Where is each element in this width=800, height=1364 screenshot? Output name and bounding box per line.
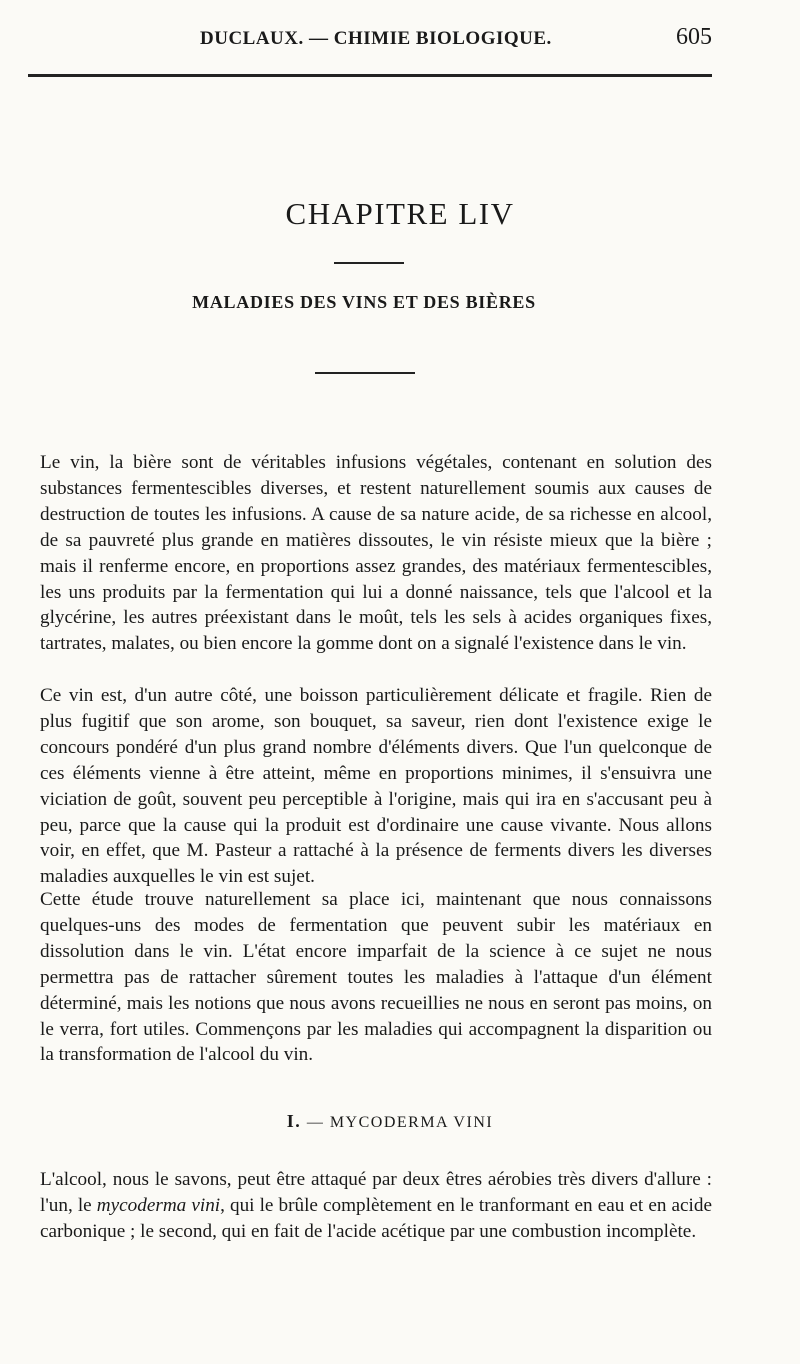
running-title: DUCLAUX. — CHIMIE BIOLOGIQUE. xyxy=(200,28,552,49)
chapter-rule xyxy=(334,262,404,264)
section-heading xyxy=(0,1111,780,1132)
paragraph-text: Ce vin est, d'un autre côté, une boisson particulièrement délicate et fragile. Rien de plus fugitif que son arome, son bouquet, sa saveur, rien dont l'existence exige le concours pondéré d'un plus grand nombre d'éléments divers. Que l'un quelconque de ces éléments vienne à être atteint, même en proportions minimes, il s'ensuivra une viciation de goût, souvent peu perceptible à l'origine, mais qui ira en s'accusant peu à peu, parce que la cause qui la produit est d'ordinaire une cause vivante. Nous allons voir, en effet, que M. Pasteur a rattaché à la présence de ferments divers les diverses maladies auxquelles le vin est sujet. xyxy=(40,685,712,888)
paragraph-text-end: , qui le brûle complètement en le tranformant en eau et en acide carbonique ; le second, qui en fait de l'acide acétique par une combustion incomplète. xyxy=(40,1194,712,1242)
page-number: 605 xyxy=(676,24,712,50)
paragraph-text: Cette étude trouve naturellement sa place ici, maintenant que nous connaissons quelques-uns des modes de fermentation que peuvent subir les matériaux en dissolution dans le vin. L'état encore imparfait de la science à ce sujet ne nous permettra pas de rattacher sûrement toutes les maladies à l'attaque d'un élément déterminé, mais les notions que nous avons recueillies ne nous en seront pas moins, on le verra, fort utiles. Commençons par les maladies qui accompagnent la disparition ou la transformation de l'alcool du vin. xyxy=(40,889,712,1066)
section-title: MYCODERMA VINI xyxy=(329,1114,494,1131)
chapter-subtitle: MALADIES DES VINS ET DES BIÈRES xyxy=(192,292,536,312)
section-number: I. xyxy=(286,1111,302,1131)
paragraph-1 xyxy=(40,450,712,657)
section-dash: — xyxy=(306,1114,325,1131)
header-rule xyxy=(28,74,712,77)
species-name: mycoderma vini xyxy=(96,1194,221,1216)
chapter-title: CHAPITRE LIV xyxy=(285,196,515,231)
running-head xyxy=(60,24,712,58)
subtitle-rule xyxy=(315,372,415,374)
paragraph-2 xyxy=(40,683,712,890)
paragraph-3 xyxy=(40,887,712,1068)
paragraph-4 xyxy=(40,1167,712,1245)
paragraph-text-start: L'alcool, nous le savons, peut être attaqué par deux êtres aérobies très divers d'allure : l'un, le xyxy=(40,1169,712,1216)
paragraph-text xyxy=(40,1167,712,1245)
paragraph-text: Le vin, la bière sont de véritables infusions végétales, contenant en solution des substances fermentescibles diverses, et restent naturellement soumis aux causes de destruction de toutes les infusions. A cause de sa nature acide, de sa richesse en alcool, de sa pauvreté plus grande en matières dissoutes, le vin résiste mieux que la bière ; mais il renferme encore, en proportions assez grandes, des matériaux fermentescibles, les uns produits par la fermentation qui lui a donné naissance, tels que l'alcool et la glycérine, les autres préexistant dans le moût, tels les sels à acides organiques fixes, tartrates, malates, ou bien encore la gomme dont on a signalé l'existence dans le vin. xyxy=(40,452,712,655)
